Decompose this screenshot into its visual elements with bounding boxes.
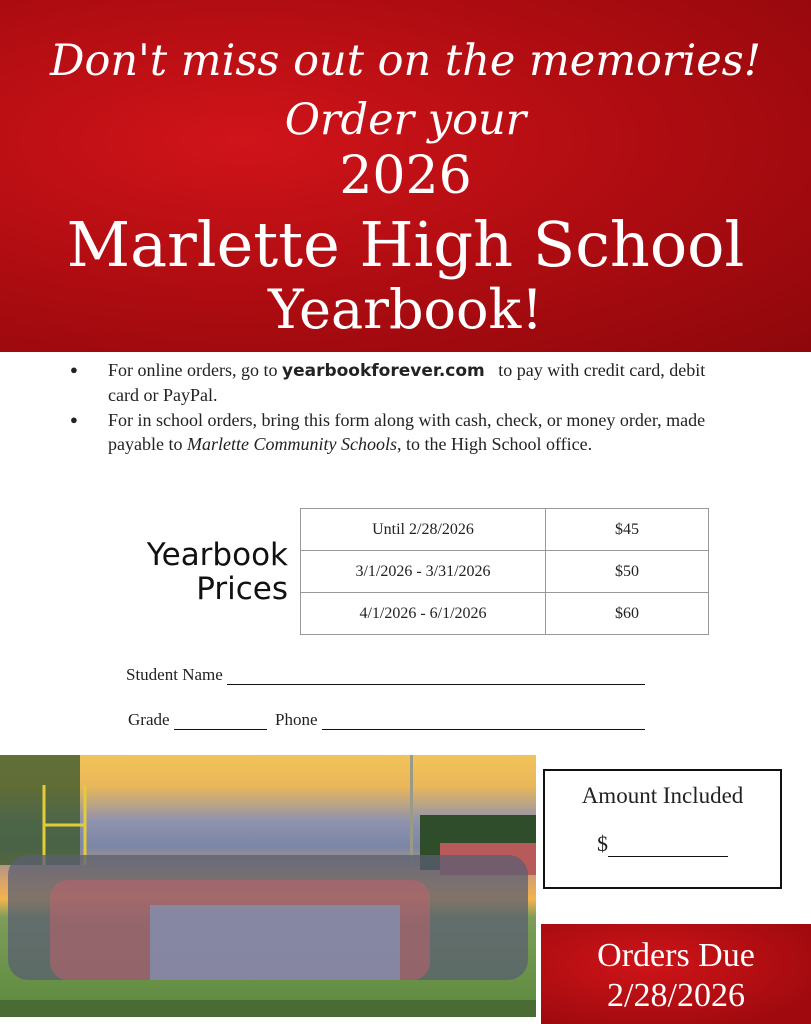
school-name: Marlette High School xyxy=(66,208,745,281)
phone-input[interactable] xyxy=(322,711,645,730)
yearbook-title: Yearbook! xyxy=(268,278,543,341)
student-name-field: Student Name xyxy=(126,665,645,685)
amount-input[interactable] xyxy=(608,834,728,857)
header-banner xyxy=(0,0,811,352)
orders-due-banner: Orders Due 2/28/2026 xyxy=(541,924,811,1024)
student-name-input[interactable] xyxy=(227,666,645,685)
table-row: 4/1/2026 - 6/1/2026 $60 xyxy=(301,593,709,635)
order-your: Order your xyxy=(284,95,527,145)
students xyxy=(8,855,528,980)
instructions-list xyxy=(70,358,740,457)
yearbook-url-link[interactable]: yearbookforever.com xyxy=(281,361,485,381)
class-group-photo xyxy=(0,755,536,1017)
prices-heading: Yearbook Prices xyxy=(146,537,288,607)
in-school-order-instruction: ● For in school orders, bring this form along with cash, check, or money order, made payable to Marlette Community Schools, to the High School office. xyxy=(70,408,740,456)
field xyxy=(0,1000,536,1017)
year: 2026 xyxy=(339,146,472,206)
tagline: Don't miss out on the memories! xyxy=(49,36,761,86)
table-row: Until 2/28/2026 $45 xyxy=(301,509,709,551)
grade-input[interactable] xyxy=(174,711,267,730)
trees xyxy=(0,755,80,865)
group-photo-illustration xyxy=(0,755,536,1017)
light-pole xyxy=(410,755,413,865)
price-table xyxy=(300,508,709,635)
online-order-instruction: ● For online orders, go to yearbookforever.com to pay with credit card, debit card or PayPal. xyxy=(70,358,740,407)
grade-phone-field: Grade Phone xyxy=(128,710,645,730)
amount-included-box: Amount Included $ xyxy=(543,769,782,889)
table-row: 3/1/2026 - 3/31/2026 $50 xyxy=(301,551,709,593)
payee: Marlette Community Schools xyxy=(186,434,397,454)
